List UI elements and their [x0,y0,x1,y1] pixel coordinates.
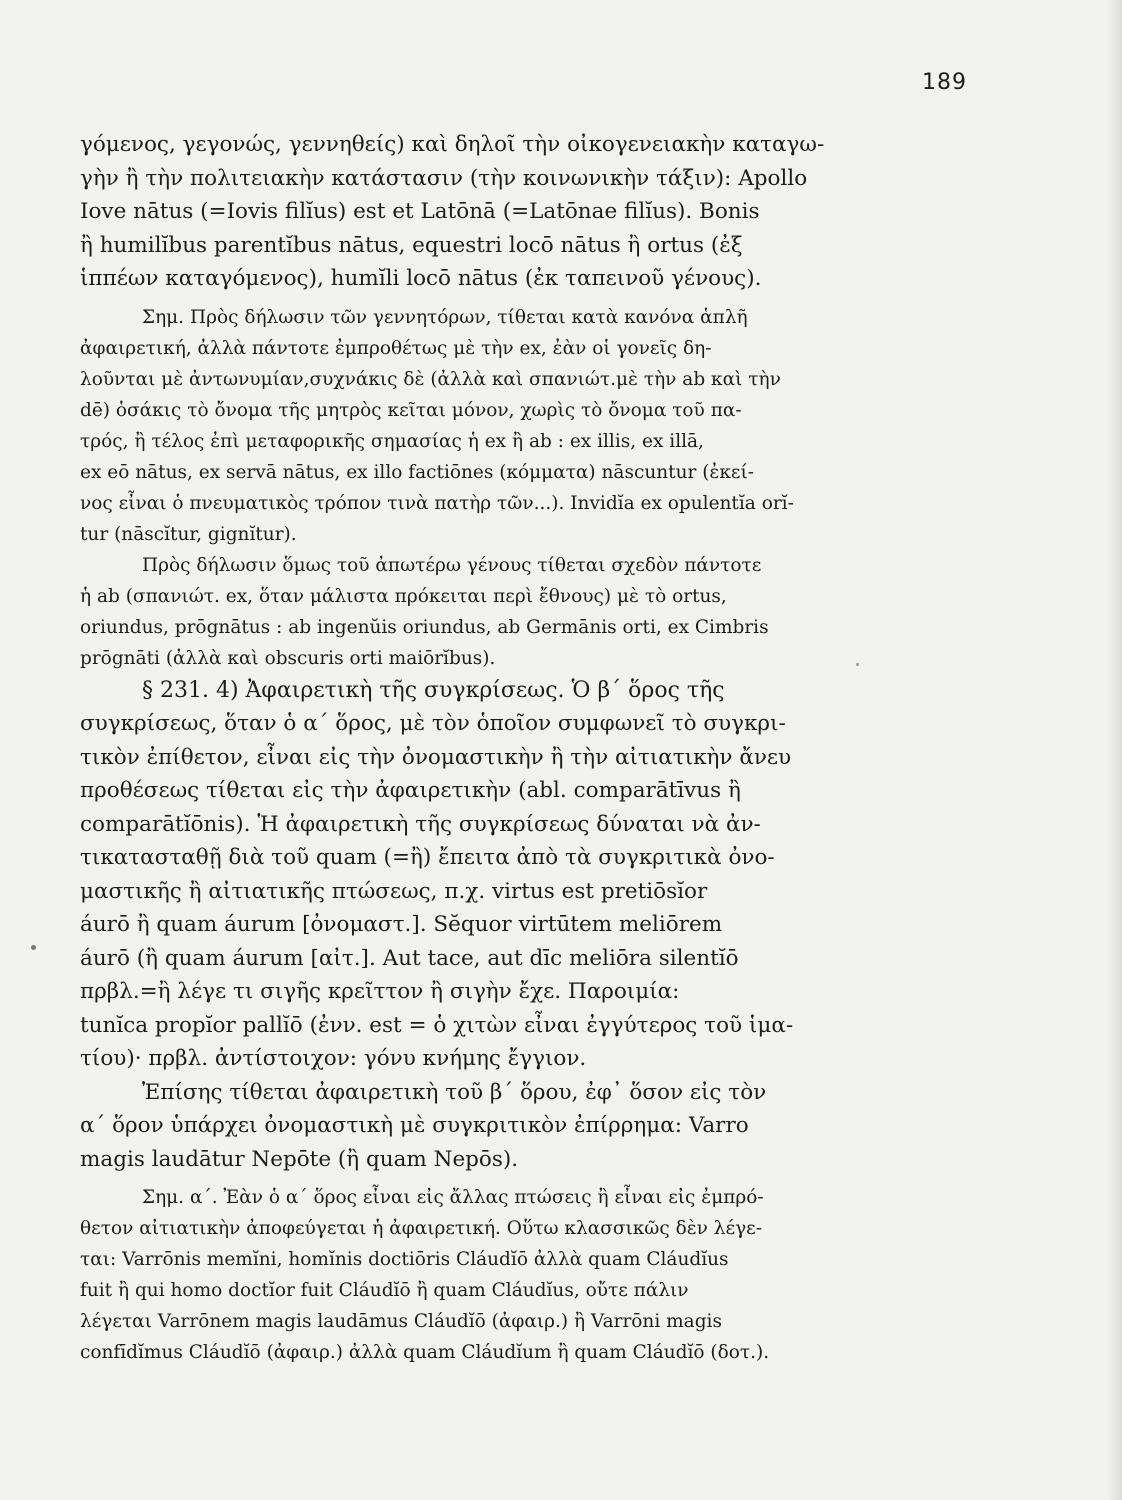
note-line: confīdĭmus Cláudĭō (ἀφαιρ.) ἀλλὰ quam Cláudĭum ἢ quam Cláudĭō (δοτ.). [80,1342,770,1363]
text-line: áurō ἢ quam áurum [ὀνομαστ.]. Sĕquor virtūtem meliōrem [80,912,723,937]
note-line: ex eō nātus, ex servā nātus, ex illo factiōnes (κόμματα) nāscuntur (ἐκεί- [80,461,755,483]
text-line: προθέσεως τίθεται εἰς τὴν ἀφαιρετικὴν (abl. comparātīvus ἢ [80,778,741,803]
note-line: Σημ. α΄. Ἐὰν ὁ α΄ ὅρος εἶναι εἰς ἄλλας πτώσεις ἢ εἶναι εἰς ἐμπρό- [142,1187,764,1208]
note-line: oriundus, prōgnātus : ab ingenŭis oriundus, ab Germānis orti, ex Cimbris [80,616,769,638]
note-line: ἡ ab (σπανιώτ. ex, ὅταν μάλιστα πρόκειται περὶ ἔθνους) μὲ τὸ ortus, [80,585,727,607]
note-line: fuit ἢ qui homo doctĭor fuit Cláudĭō ἢ quam Cláudĭus, οὔτε πάλιν [80,1280,689,1301]
text-line: τικὸν ἐπίθετον, εἶναι εἰς τὴν ὀνομαστικὴν ἢ τὴν αἰτιατικὴν ἄνευ [80,744,792,770]
text-line: τίου)· πρβλ. ἀντίστοιχον: γόνυ κνήμης ἔγγιον. [80,1046,587,1071]
note-line: λοῦνται μὲ ἀντωνυμίαν,συχνάκις δὲ (ἀλλὰ καὶ σπανιώτ.μὲ τὴν ab καὶ τὴν [80,368,781,390]
note-line: λέγεται Varrōnem magis laudāmus Cláudĭō (ἀφαιρ.) ἢ Varrōni magis [80,1311,722,1332]
text-line: magis laudātur Nepōte (ἢ quam Nepōs). [80,1146,519,1172]
text-line: μαστικῆς ἢ αἰτιατικῆς πτώσεως, π.χ. virtus est pretiōsĭor [80,878,708,904]
note-line: ἀφαιρετική, ἀλλὰ πάντοτε ἐμπροθέτως μὲ τὴν ex, ἐὰν οἱ γονεῖς δη- [80,337,712,359]
text-line: comparātĭōnis). Ἡ ἀφαιρετικὴ τῆς συγκρίσεως δύναται νὰ ἀν- [80,811,761,837]
text-line: Ἐπίσης τίθεται ἀφαιρετικὴ τοῦ β΄ ὅρου, ἐφ᾽ ὅσον εἰς τὸν [142,1079,767,1105]
page-body-text [80,128,980,1368]
text-line: συγκρίσεως, ὅταν ὁ α΄ ὅρος, μὲ τὸν ὁποῖον συμφωνεῖ τὸ συγκρι- [80,711,786,736]
text-line: πρβλ.=ἢ λέγε τι σιγῆς κρεῖττον ἢ σιγὴν ἔχε. Παροιμία: [80,979,680,1004]
page-number: 189 [922,70,967,95]
page-edge-shadow [1108,0,1122,1500]
note-line: Σημ. Πρὸς δήλωσιν τῶν γεννητόρων, τίθεται κατὰ κανόνα ἁπλῆ [142,306,748,328]
text-line: γόμενος, γεγονώς, γεννηθείς) καὶ δηλοῖ τὴν οἰκογενειακὴν καταγω- [80,132,825,157]
section-heading: § 231. 4) Ἀφαιρετικὴ τῆς συγκρίσεως. Ὁ β΄ ὅρος τῆς [142,677,725,703]
text-line: ἱππέων καταγόμενος), humĭli locō nātus (ἐκ ταπεινοῦ γένους). [80,266,762,291]
text-line: tunĭca propĭor pallĭō (ἐνν. est = ὁ χιτὼν εἶναι ἐγγύτερος τοῦ ἱμα- [80,1012,794,1038]
text-line: ἢ humilĭbus parentĭbus nātus, equestri locō nātus ἢ ortus (ἐξ [80,232,743,258]
note-line: νος εἶναι ὁ πνευματικὸς τρόπον τινὰ πατὴρ τῶν...). Invidĭa ex opulentĭa orĭ- [80,492,794,514]
note-line: prōgnāti (ἀλλὰ καὶ obscuris orti maiōrĭbus). [80,647,496,669]
margin-dot [31,945,36,950]
note-line: dē) ὁσάκις τὸ ὄνομα τῆς μητρὸς κεῖται μόνον, χωρὶς τὸ ὄνομα τοῦ πα- [80,399,742,421]
text-line: γὴν ἢ τὴν πολιτειακὴν κατάστασιν (τὴν κοινωνικὴν τάξιν): Apollo [80,165,808,191]
text-line: áurō (ἢ quam áurum [αἰτ.]. Aut tace, aut dīc meliōra silentĭō [80,945,739,971]
note-line: tur (nāscĭtur, gignĭtur). [80,523,297,545]
text-line: τικατασταθῇ διὰ τοῦ quam (=ἢ) ἔπειτα ἀπὸ τὰ συγκριτικὰ ὀνο- [80,845,775,870]
note-line: θετον αἰτιατικὴν ἀποφεύγεται ἡ ἀφαιρετική. Οὕτω κλασσικῶς δὲν λέγε- [80,1218,762,1239]
note-line: τρός, ἢ τέλος ἐπὶ μεταφορικῆς σημασίας ἡ ex ἢ ab : ex illis, ex illā, [80,430,704,452]
text-line: α΄ ὅρον ὑπάρχει ὀνομαστικὴ μὲ συγκριτικὸν ἐπίρρημα: Varro [80,1113,749,1138]
text-line: Iove nātus (=Iovis filĭus) est et Latōnā (=Latōnae filĭus). Bonis [80,199,760,224]
note-line: Πρὸς δήλωσιν ὅμως τοῦ ἀπωτέρω γένους τίθεται σχεδὸν πάντοτε [142,554,762,576]
note-line: ται: Varrōnis memĭni, homĭnis doctiōris Cláudĭō ἀλλὰ quam Cláudĭus [80,1249,729,1270]
